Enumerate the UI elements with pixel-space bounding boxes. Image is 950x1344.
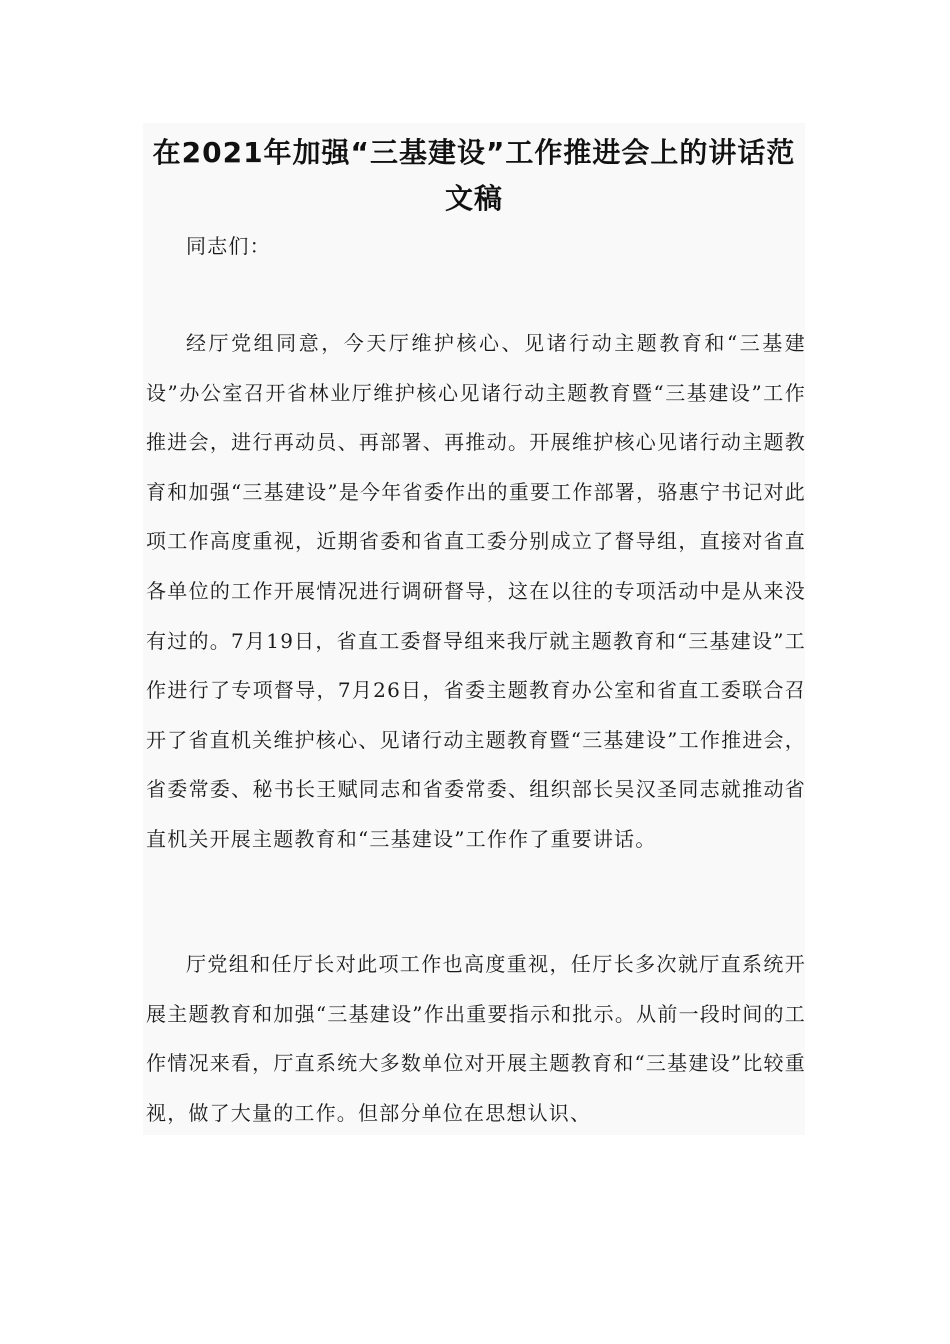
document-title: 在2021年加强“三基建设”工作推进会上的讲话范文稿 [152, 136, 796, 215]
greeting: 同志们： [186, 234, 271, 258]
paragraph-2: 厅党组和任厅长对此项工作也高度重视，任厅长多次就厅直系统开展主题教育和加强“三基建设”作出重要指示和批示。从前一段时间的工作情况来看，厅直系统大多数单位对开展主题教育和“三基建设”比较重视，做了大量的工作。但部分单位在思想认识、 [146, 952, 806, 1125]
paragraph-1: 经厅党组同意，今天厅维护核心、见诸行动主题教育和“三基建设”办公室召开省林业厅维护核心见诸行动主题教育暨“三基建设”工作推进会，进行再动员、再部署、再推动。开展维护核心见诸行动主题教育和加强“三基建设”是今年省委作出的重要工作部署，骆惠宁书记对此项工作高度重视，近期省委和省直工委分别成立了督导组，直接对省直各单位的工作开展情况进行调研督导，这在以往的专项活动中是从来没有过的。7月19日，省直工委督导组来我厅就主题教育和“三基建设”工作进行了专项督导，7月26日，省委主题教育办公室和省直工委联合召开了省直机关维护核心、见诸行动主题教育暨“三基建设”工作推进会，省委常委、秘书长王赋同志和省委常委、组织部长吴汉圣同志就推动省直机关开展主题教育和“三基建设”工作作了重要讲话。 [146, 331, 806, 851]
